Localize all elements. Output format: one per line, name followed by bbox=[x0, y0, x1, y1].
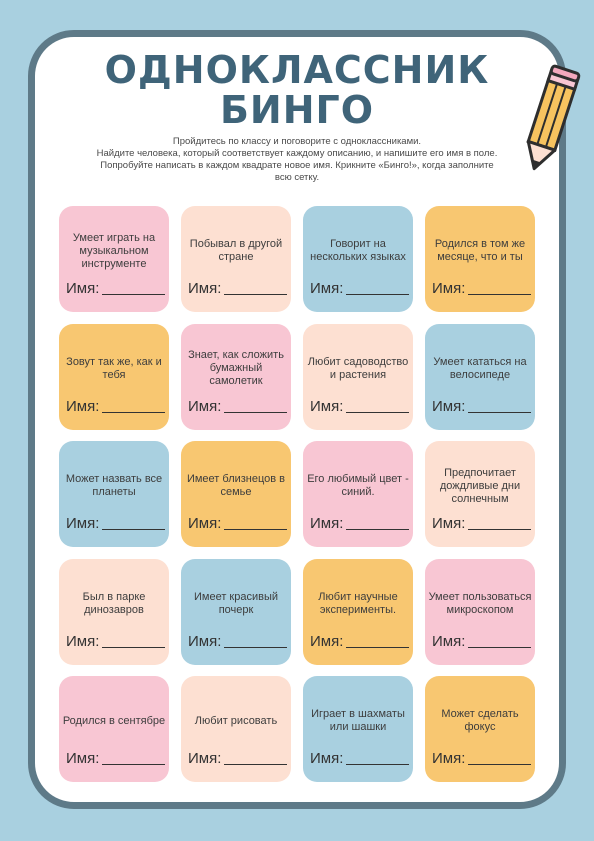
name-blank-line[interactable] bbox=[224, 764, 287, 765]
name-field[interactable] bbox=[310, 749, 409, 767]
bingo-cell[interactable] bbox=[181, 559, 291, 665]
bingo-cell[interactable] bbox=[425, 441, 535, 547]
cell-description: Умеет пользоваться микроскопом bbox=[428, 590, 532, 616]
name-field[interactable] bbox=[310, 632, 409, 650]
instruction-line: Пройдитесь по классу и поговорите с одноклассниками. bbox=[172, 136, 422, 147]
page-title-line-2: БИНГО bbox=[219, 88, 375, 132]
instruction-line: всю сетку. bbox=[274, 172, 320, 183]
name-field[interactable] bbox=[66, 514, 165, 532]
name-field[interactable] bbox=[310, 397, 409, 415]
instructions bbox=[58, 136, 536, 184]
bingo-cell[interactable] bbox=[59, 324, 169, 430]
name-blank-line[interactable] bbox=[102, 647, 165, 648]
bingo-cell[interactable] bbox=[181, 676, 291, 782]
name-label: Имя: bbox=[66, 515, 100, 532]
bingo-cell[interactable] bbox=[425, 324, 535, 430]
bingo-cell[interactable] bbox=[59, 441, 169, 547]
name-field[interactable] bbox=[188, 514, 287, 532]
bingo-cell[interactable] bbox=[425, 559, 535, 665]
name-field[interactable] bbox=[432, 279, 531, 297]
name-label: Имя: bbox=[66, 397, 100, 415]
name-field[interactable] bbox=[432, 632, 531, 650]
cell-description: Имеет красивый почерк bbox=[193, 590, 279, 616]
name-blank-line[interactable] bbox=[102, 529, 165, 530]
bingo-cell[interactable] bbox=[303, 324, 413, 430]
name-field[interactable] bbox=[188, 279, 287, 297]
cell-description: Знает, как сложить бумажный самолетик bbox=[188, 349, 284, 387]
name-label: Имя: bbox=[310, 750, 344, 767]
name-field[interactable] bbox=[188, 749, 287, 767]
name-blank-line[interactable] bbox=[346, 764, 409, 765]
name-blank-line[interactable] bbox=[224, 529, 287, 530]
name-blank-line[interactable] bbox=[346, 529, 409, 530]
name-blank-line[interactable] bbox=[102, 764, 165, 765]
name-blank-line[interactable] bbox=[102, 412, 165, 413]
bingo-cell[interactable] bbox=[303, 206, 413, 312]
name-field[interactable] bbox=[188, 632, 287, 650]
bingo-cell[interactable] bbox=[425, 206, 535, 312]
bingo-cell[interactable] bbox=[181, 441, 291, 547]
cell-description: Имеет близнецов в семье bbox=[186, 473, 286, 498]
name-label: Имя: bbox=[188, 280, 222, 297]
cell-description: Умеет играть на музыкальном инструменте bbox=[72, 231, 156, 270]
name-label: Имя: bbox=[310, 397, 344, 415]
cell-description: Был в парке динозавров bbox=[82, 590, 146, 616]
bingo-cell[interactable] bbox=[181, 206, 291, 312]
name-label: Имя: bbox=[188, 632, 222, 650]
bingo-cell[interactable] bbox=[425, 676, 535, 782]
cell-description: Предпочитает дождливые дни солнечным bbox=[439, 466, 521, 505]
instruction-line: Попробуйте написать в каждом квадрате новое имя. Крикните «Бинго!», когда заполните bbox=[100, 160, 494, 171]
name-blank-line[interactable] bbox=[224, 647, 287, 648]
name-label: Имя: bbox=[66, 750, 100, 767]
instruction-line: Найдите человека, который соответствует каждому описанию, и напишите его имя в поле. bbox=[96, 148, 498, 159]
name-blank-line[interactable] bbox=[468, 764, 531, 765]
name-blank-line[interactable] bbox=[468, 529, 531, 530]
bingo-cell[interactable] bbox=[59, 206, 169, 312]
name-label: Имя: bbox=[66, 632, 100, 650]
name-field[interactable] bbox=[188, 397, 287, 415]
bingo-cell[interactable] bbox=[303, 676, 413, 782]
pencil-icon bbox=[514, 64, 584, 182]
bingo-cell[interactable] bbox=[181, 324, 291, 430]
name-field[interactable] bbox=[310, 279, 409, 297]
name-label: Имя: bbox=[310, 280, 344, 297]
bingo-grid bbox=[59, 206, 537, 782]
name-label: Имя: bbox=[310, 632, 344, 650]
name-blank-line[interactable] bbox=[346, 412, 409, 413]
name-field[interactable] bbox=[310, 514, 409, 532]
name-blank-line[interactable] bbox=[346, 294, 409, 295]
cell-description: Умеет кататься на велосипеде bbox=[433, 355, 527, 381]
name-field[interactable] bbox=[432, 749, 531, 767]
name-label: Имя: bbox=[188, 750, 222, 767]
bingo-cell[interactable] bbox=[59, 559, 169, 665]
name-label: Имя: bbox=[432, 750, 466, 767]
cell-description: Родился в сентябре bbox=[62, 714, 166, 727]
name-label: Имя: bbox=[432, 397, 466, 415]
name-blank-line[interactable] bbox=[346, 647, 409, 648]
cell-description: Играет в шахматы или шашки bbox=[311, 708, 405, 733]
name-field[interactable] bbox=[66, 279, 165, 297]
name-label: Имя: bbox=[66, 280, 100, 297]
bingo-cell[interactable] bbox=[59, 676, 169, 782]
cell-description: Зовут так же, как и тебя bbox=[66, 355, 162, 381]
name-blank-line[interactable] bbox=[102, 294, 165, 295]
name-field[interactable] bbox=[66, 397, 165, 415]
bingo-cell[interactable] bbox=[303, 441, 413, 547]
cell-description: Его любимый цвет - синий. bbox=[307, 473, 409, 498]
name-blank-line[interactable] bbox=[468, 412, 531, 413]
name-blank-line[interactable] bbox=[224, 412, 287, 413]
name-blank-line[interactable] bbox=[224, 294, 287, 295]
name-label: Имя: bbox=[188, 397, 222, 415]
cell-description: Родился в том же месяце, что и ты bbox=[434, 238, 526, 263]
name-label: Имя: bbox=[432, 515, 466, 532]
cell-description: Говорит на нескольких языках bbox=[310, 238, 406, 263]
name-blank-line[interactable] bbox=[468, 647, 531, 648]
name-field[interactable] bbox=[66, 632, 165, 650]
cell-description: Любит садоводство и растения bbox=[307, 355, 409, 381]
name-blank-line[interactable] bbox=[468, 294, 531, 295]
name-field[interactable] bbox=[432, 397, 531, 415]
name-field[interactable] bbox=[66, 749, 165, 767]
cell-description: Может назвать все планеты bbox=[65, 473, 163, 498]
cell-description: Любит научные эксперименты. bbox=[318, 590, 398, 616]
name-label: Имя: bbox=[310, 515, 344, 532]
name-label: Имя: bbox=[432, 632, 466, 650]
cell-description: Побывал в другой стране bbox=[189, 238, 283, 263]
name-label: Имя: bbox=[188, 515, 222, 532]
name-field[interactable] bbox=[432, 514, 531, 532]
cell-description: Любит рисовать bbox=[194, 714, 278, 727]
cell-description: Может сделать фокус bbox=[441, 708, 519, 733]
page-title-line-1: ОДНОКЛАССНИК bbox=[104, 48, 490, 92]
name-label: Имя: bbox=[432, 280, 466, 297]
bingo-cell[interactable] bbox=[303, 559, 413, 665]
